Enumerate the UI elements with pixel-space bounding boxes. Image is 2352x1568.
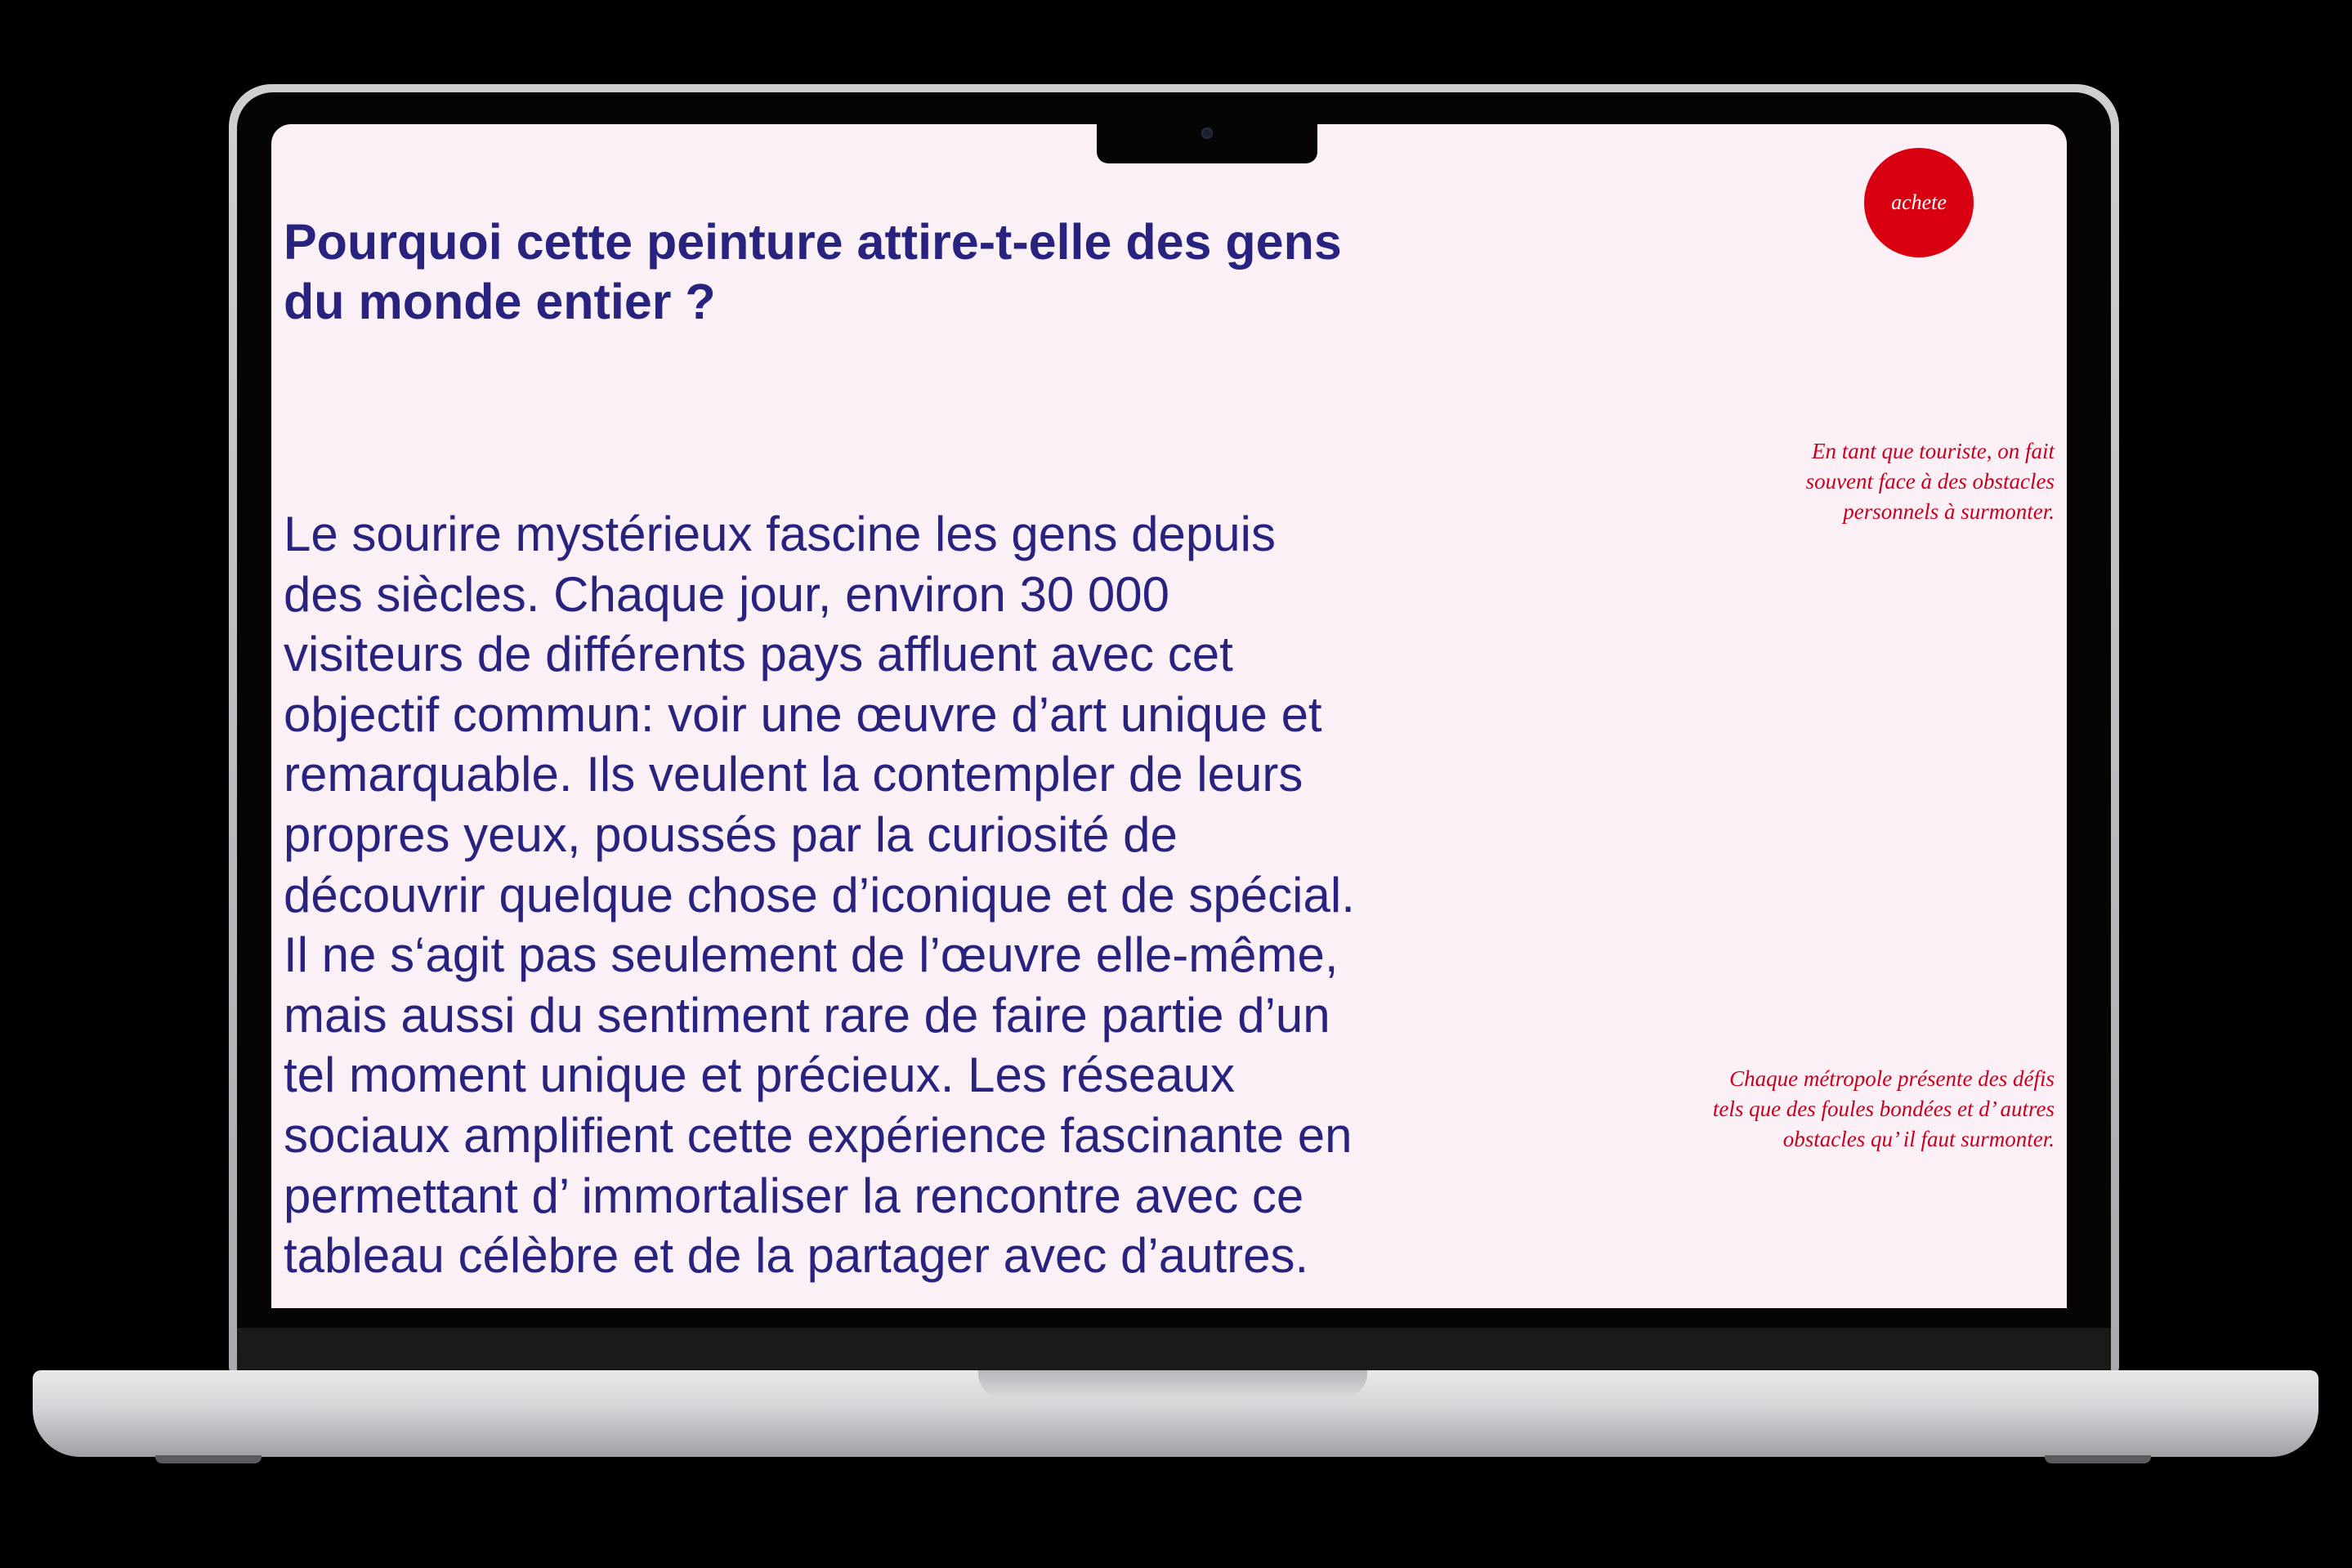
camera-notch	[1097, 124, 1317, 163]
article-body: Le sourire mystérieux fascine les gens depuis des siècles. Chaque jour, environ 30 000 visiteurs de différents pays affluent avec cet objectif commun: voir une œuvre d’art unique et remarquable. Ils veulent la contempler de leurs propres yeux, poussés par la curiosité de découvrir quelque chose d’iconique et de spécial. Il ne s‘agit pas seulement de l’œuvre elle-même, mais aussi du sentiment rare de faire partie d’un tel moment unique et précieux. Les réseaux sociaux amplifient cette expérience fascinante en permettant d’ immortaliser la rencontre avec ce tableau célèbre et de la partager avec d’autres.	[284, 507, 1355, 1284]
side-note-metropole: Chaque métropole présente des défis tels que des foules bondées et d’ autres obstacles qu’ il faut surmonter.	[1712, 1066, 2055, 1151]
buy-button[interactable]	[1864, 148, 1974, 257]
laptop-foot-left	[155, 1455, 262, 1463]
side-note-tourist: En tant que touriste, on fait souvent face à des obstacles personnels à surmonter.	[1805, 439, 2055, 524]
laptop-lid	[229, 84, 2119, 1375]
screen	[271, 124, 2067, 1308]
bezel-bottom-strip	[237, 1328, 2111, 1375]
lid-opening-notch	[978, 1370, 1367, 1398]
camera-icon	[1201, 127, 1213, 139]
screen-bezel	[237, 92, 2111, 1375]
laptop-base	[33, 1370, 2318, 1457]
page-title: Pourquoi cette peinture attire-t-elle des gens du monde entier ?	[284, 214, 1342, 329]
laptop-foot-right	[2045, 1455, 2151, 1463]
buy-button-label: achete	[1891, 190, 1947, 214]
